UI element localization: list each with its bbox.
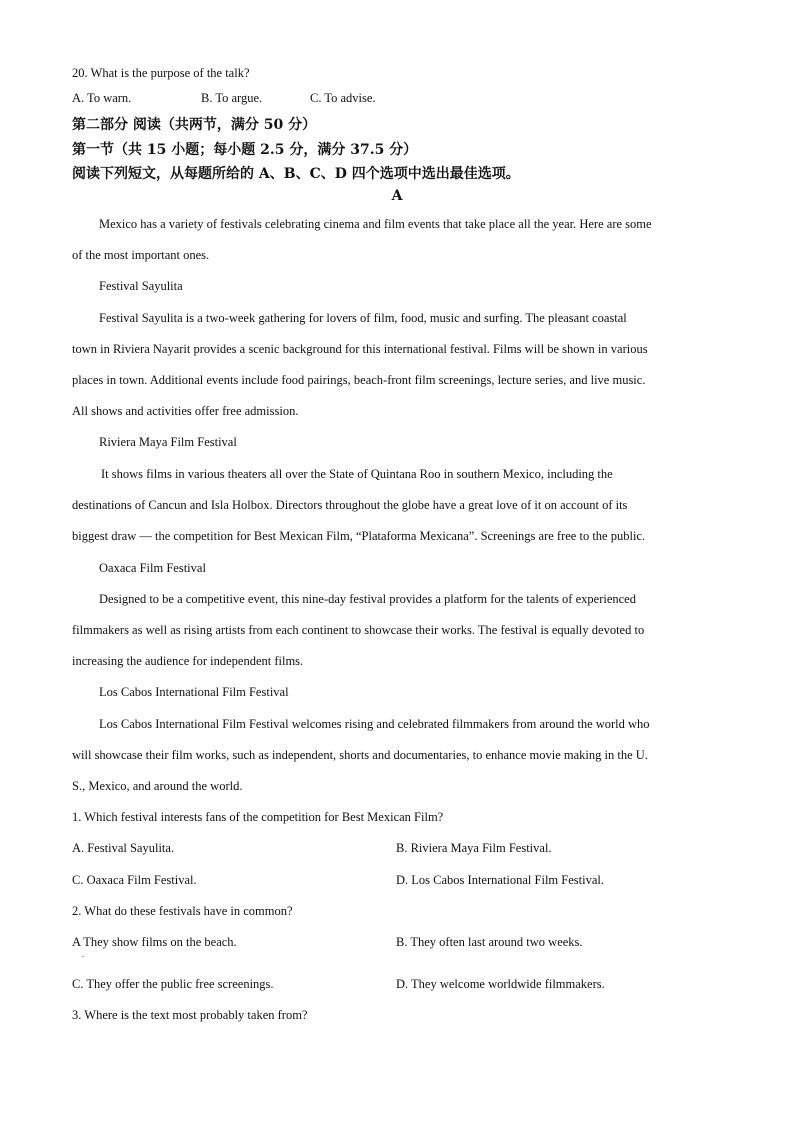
question-2-option-c: C. They offer the public free screenings. — [72, 977, 274, 991]
question-2-stem: 2. What do these festivals have in common? — [72, 904, 293, 918]
festival-text-line: All shows and activities offer free admission. — [72, 404, 299, 418]
part-title: 第二部分 阅读（共两节，满分 50 分） — [72, 117, 317, 133]
section-subtitle: 第一节（共 15 小题；每小题 2.5 分，满分 37.5 分） — [72, 142, 418, 158]
festival-text-line: biggest draw — the competition for Best Mexican Film, “Plataforma Mexicana”. Screenings are free to the public. — [72, 529, 646, 543]
festival-heading: Oaxaca Film Festival — [99, 561, 206, 575]
festival-text-line: places in town. Additional events include food pairings, beach-front film screenings, lecture series, and live music. — [72, 373, 646, 387]
stray-dot-mark: . — [82, 950, 84, 959]
question-2-option-d: D. They welcome worldwide filmmakers. — [396, 977, 605, 991]
question-1-stem: 1. Which festival interests fans of the competition for Best Mexican Film? — [72, 810, 444, 824]
festival-text-line: Designed to be a competitive event, this nine-day festival provides a platform for the talents of experienced — [99, 592, 636, 606]
festival-text-line: increasing the audience for independent films. — [72, 654, 304, 668]
passage-intro-line: Mexico has a variety of festivals celebrating cinema and film events that take place all the year. Here are some — [99, 217, 652, 231]
question-1-option-d: D. Los Cabos International Film Festival. — [396, 873, 604, 887]
festival-text-line: destinations of Cancun and Isla Holbox. Directors throughout the globe have a great love of it on account of its — [72, 498, 628, 512]
section-instruction: 阅读下列短文，从每题所给的 A、B、C、D 四个选项中选出最佳选项。 — [72, 166, 520, 182]
question-3-stem: 3. Where is the text most probably taken from? — [72, 1008, 308, 1022]
festival-text-line: It shows films in various theaters all over the State of Quintana Roo in southern Mexico, including the — [101, 467, 613, 481]
question-20-option-a: A. To warn. — [72, 91, 132, 105]
festival-text-line: filmmakers as well as rising artists from each continent to showcase their works. The festival is equally devoted to — [72, 623, 645, 637]
question-1-option-b: B. Riviera Maya Film Festival. — [396, 841, 552, 855]
festival-heading: Festival Sayulita — [99, 279, 183, 293]
festival-text-line: S., Mexico, and around the world. — [72, 779, 243, 793]
passage-label: A — [391, 188, 403, 204]
question-20-option-b: B. To argue. — [201, 91, 263, 105]
question-20-stem: 20. What is the purpose of the talk? — [72, 66, 250, 80]
festival-text-line: Festival Sayulita is a two-week gathering for lovers of film, food, music and surfing. The pleasant coastal — [99, 311, 627, 325]
question-1-option-c: C. Oaxaca Film Festival. — [72, 873, 197, 887]
question-2-option-a: A They show films on the beach. — [72, 935, 237, 949]
question-2-option-b: B. They often last around two weeks. — [396, 935, 583, 949]
passage-intro-line: of the most important ones. — [72, 248, 210, 262]
festival-text-line: town in Riviera Nayarit provides a scenic background for this international festival. Films will be shown in various — [72, 342, 648, 356]
festival-text-line: will showcase their film works, such as independent, shorts and documentaries, to enhance movie making in the U. — [72, 748, 648, 762]
festival-text-line: Los Cabos International Film Festival welcomes rising and celebrated filmmakers from around the world who — [99, 717, 650, 731]
question-20-option-c: C. To advise. — [310, 91, 376, 105]
festival-heading: Los Cabos International Film Festival — [99, 685, 289, 699]
question-1-option-a: A. Festival Sayulita. — [72, 841, 175, 855]
festival-heading: Riviera Maya Film Festival — [99, 435, 237, 449]
